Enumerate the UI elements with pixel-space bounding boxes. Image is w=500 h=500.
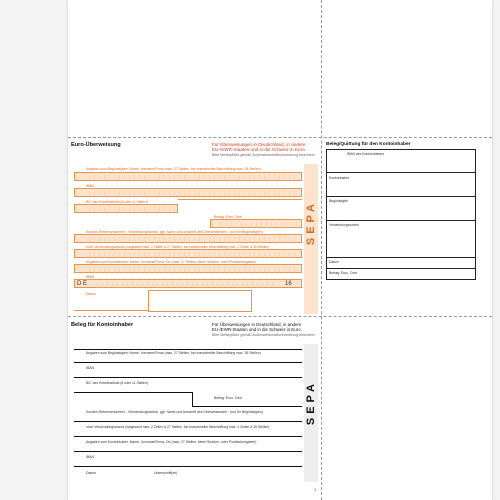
lower-label-kunden-ref: Kunden-Referenznummer - Verwendungszweck, ggf. Name und Anschrift des Überweisenden - (nur für Begünstigten) bbox=[86, 410, 263, 414]
upper-kunden-ref-field[interactable] bbox=[74, 234, 302, 243]
receipt-betrag-label: Betrag: Euro, Cent bbox=[329, 271, 358, 275]
upper-bic-rule bbox=[178, 199, 302, 200]
form-sheet bbox=[68, 0, 492, 500]
upper-beguenstigter-field[interactable] bbox=[74, 172, 302, 181]
lower-info-line2: EU-/EWR-Staaten und in die Schweiz in Euro. bbox=[212, 327, 302, 332]
receipt-beguenstigter-label: Begünstigter bbox=[329, 199, 349, 203]
lower-sepa-label: SEPA bbox=[305, 380, 317, 426]
receipt-verwendungszweck-label: Verwendungszweck bbox=[329, 223, 359, 227]
lower-label-iban: IBAN bbox=[86, 366, 94, 370]
upper-sepa-label: SEPA bbox=[305, 200, 317, 246]
upper-label-kunden-ref: Kunden-Referenznummer - Verwendungszweck, ggf. Name und Anschrift des Überweisenden - (nur für Begünstigten) bbox=[86, 230, 263, 234]
lower-label-bic: BIC des Kreditinstituts (8 oder 11 Stellen) bbox=[86, 381, 148, 385]
perforation-lower bbox=[68, 316, 492, 317]
upper-form-title: Euro-Überweisung bbox=[71, 142, 121, 148]
lower-beguenstigter-rule[interactable] bbox=[74, 362, 302, 363]
lower-label-datum: Datum bbox=[86, 471, 96, 475]
upper-label-iban2: IBAN bbox=[86, 275, 94, 279]
upper-bic-field[interactable] bbox=[74, 204, 178, 213]
lower-label-verwendungszweck: noch Verwendungszweck (insgesamt max. 2 Zeilen à 27 Stellen, bei maschineller Beschriftung max. 2 Zeilen à 35 Stellen) bbox=[86, 425, 270, 429]
lower-iban2-rule[interactable] bbox=[74, 466, 302, 467]
upper-iban-field[interactable] bbox=[74, 188, 302, 197]
upper-verwendungszweck-field[interactable] bbox=[74, 249, 302, 258]
lower-label-betrag: Betrag: Euro, Cent bbox=[214, 396, 243, 400]
upper-note: Bitte Meldepflicht gemäß Außenwirtschaftsverordnung beachten! bbox=[212, 153, 315, 157]
receipt-kontoinhaber-label: Kontoinhaber bbox=[329, 176, 350, 180]
receipt-box bbox=[326, 149, 476, 280]
lower-kontoinhaber-rule[interactable] bbox=[74, 451, 302, 452]
upper-label-betrag: Betrag: Euro, Cent bbox=[214, 215, 243, 219]
upper-betrag-field[interactable] bbox=[210, 219, 302, 228]
lower-betrag-rule[interactable] bbox=[192, 406, 302, 407]
lower-note: Bitte Meldepflicht gemäß Außenwirtschaftsverordnung beachten! bbox=[212, 333, 315, 337]
lower-bic-rule[interactable] bbox=[74, 392, 192, 393]
upper-label-verwendungszweck: noch Verwendungszweck (insgesamt max. 2 Zeilen à 27 Stellen, bei maschineller Beschriftung max. 2 Zeilen à 35 Stellen) bbox=[86, 245, 270, 249]
perforation-vertical bbox=[321, 0, 322, 500]
lower-form-title: Beleg für Kontoinhaber bbox=[71, 322, 134, 328]
upper-iban-prefix: D E bbox=[77, 280, 88, 287]
upper-iban2-field[interactable] bbox=[74, 279, 302, 288]
lower-label-iban2: IBAN bbox=[86, 455, 94, 459]
upper-label-beguenstigter: Angaben zum Begünstigten: Name, Vorname/Firma (max. 27 Stellen, bei maschineller Beschriftung max. 35 Stellen) bbox=[86, 167, 261, 171]
upper-signature-field[interactable] bbox=[148, 290, 252, 312]
receipt-iban-field[interactable] bbox=[327, 158, 475, 173]
receipt-title: Beleg/Quittung für den Kontoinhaber bbox=[326, 142, 411, 147]
upper-info-line1: Für Überweisungen in Deutschland, in andere bbox=[212, 142, 306, 147]
upper-label-iban: IBAN bbox=[86, 184, 94, 188]
perforation-upper bbox=[68, 137, 492, 138]
upper-label-datum: Datum bbox=[86, 292, 96, 296]
lower-label-kontoinhaber: Angaben zum Kontoinhaber: Name, Vorname/Firma, Ort (max. 27 Stellen, keine Straßen- oder Postfachangaben) bbox=[86, 440, 257, 444]
lower-info-line1: Für Überweisungen in Deutschland, in andere bbox=[212, 322, 302, 327]
upper-label-bic: BIC des Kreditinstituts (8 oder 11 Stellen) bbox=[86, 200, 148, 204]
lower-verwendungszweck-rule[interactable] bbox=[74, 436, 302, 437]
receipt-datum-label: Datum bbox=[329, 260, 339, 264]
upper-kontoinhaber-field[interactable] bbox=[74, 264, 302, 273]
lower-kunden-ref-rule[interactable] bbox=[74, 421, 302, 422]
upper-label-kontoinhaber: Angaben zum Kontoinhaber: Name, Vorname/Firma, Ort (max. 27 Stellen, keine Straßen- oder Postfachangaben) bbox=[86, 260, 257, 264]
upper-info-line2: EU-/EWR-Staaten und in die Schweiz in Euro. bbox=[212, 147, 306, 152]
lower-iban-rule[interactable] bbox=[74, 377, 302, 378]
lower-label-beguenstigter: Angaben zum Begünstigten: Name, Vorname/Firma (max. 27 Stellen, bei maschineller Beschriftung max. 35 Stellen) bbox=[86, 351, 261, 355]
upper-datum-rule bbox=[74, 310, 148, 311]
upper-iban-check: 16 bbox=[285, 280, 292, 287]
page-number: 3 bbox=[314, 487, 317, 492]
lower-label-unterschrift: Unterschrift(en) bbox=[154, 471, 178, 475]
receipt-iban-label: IBAN des Kontoinhabers bbox=[347, 152, 385, 156]
